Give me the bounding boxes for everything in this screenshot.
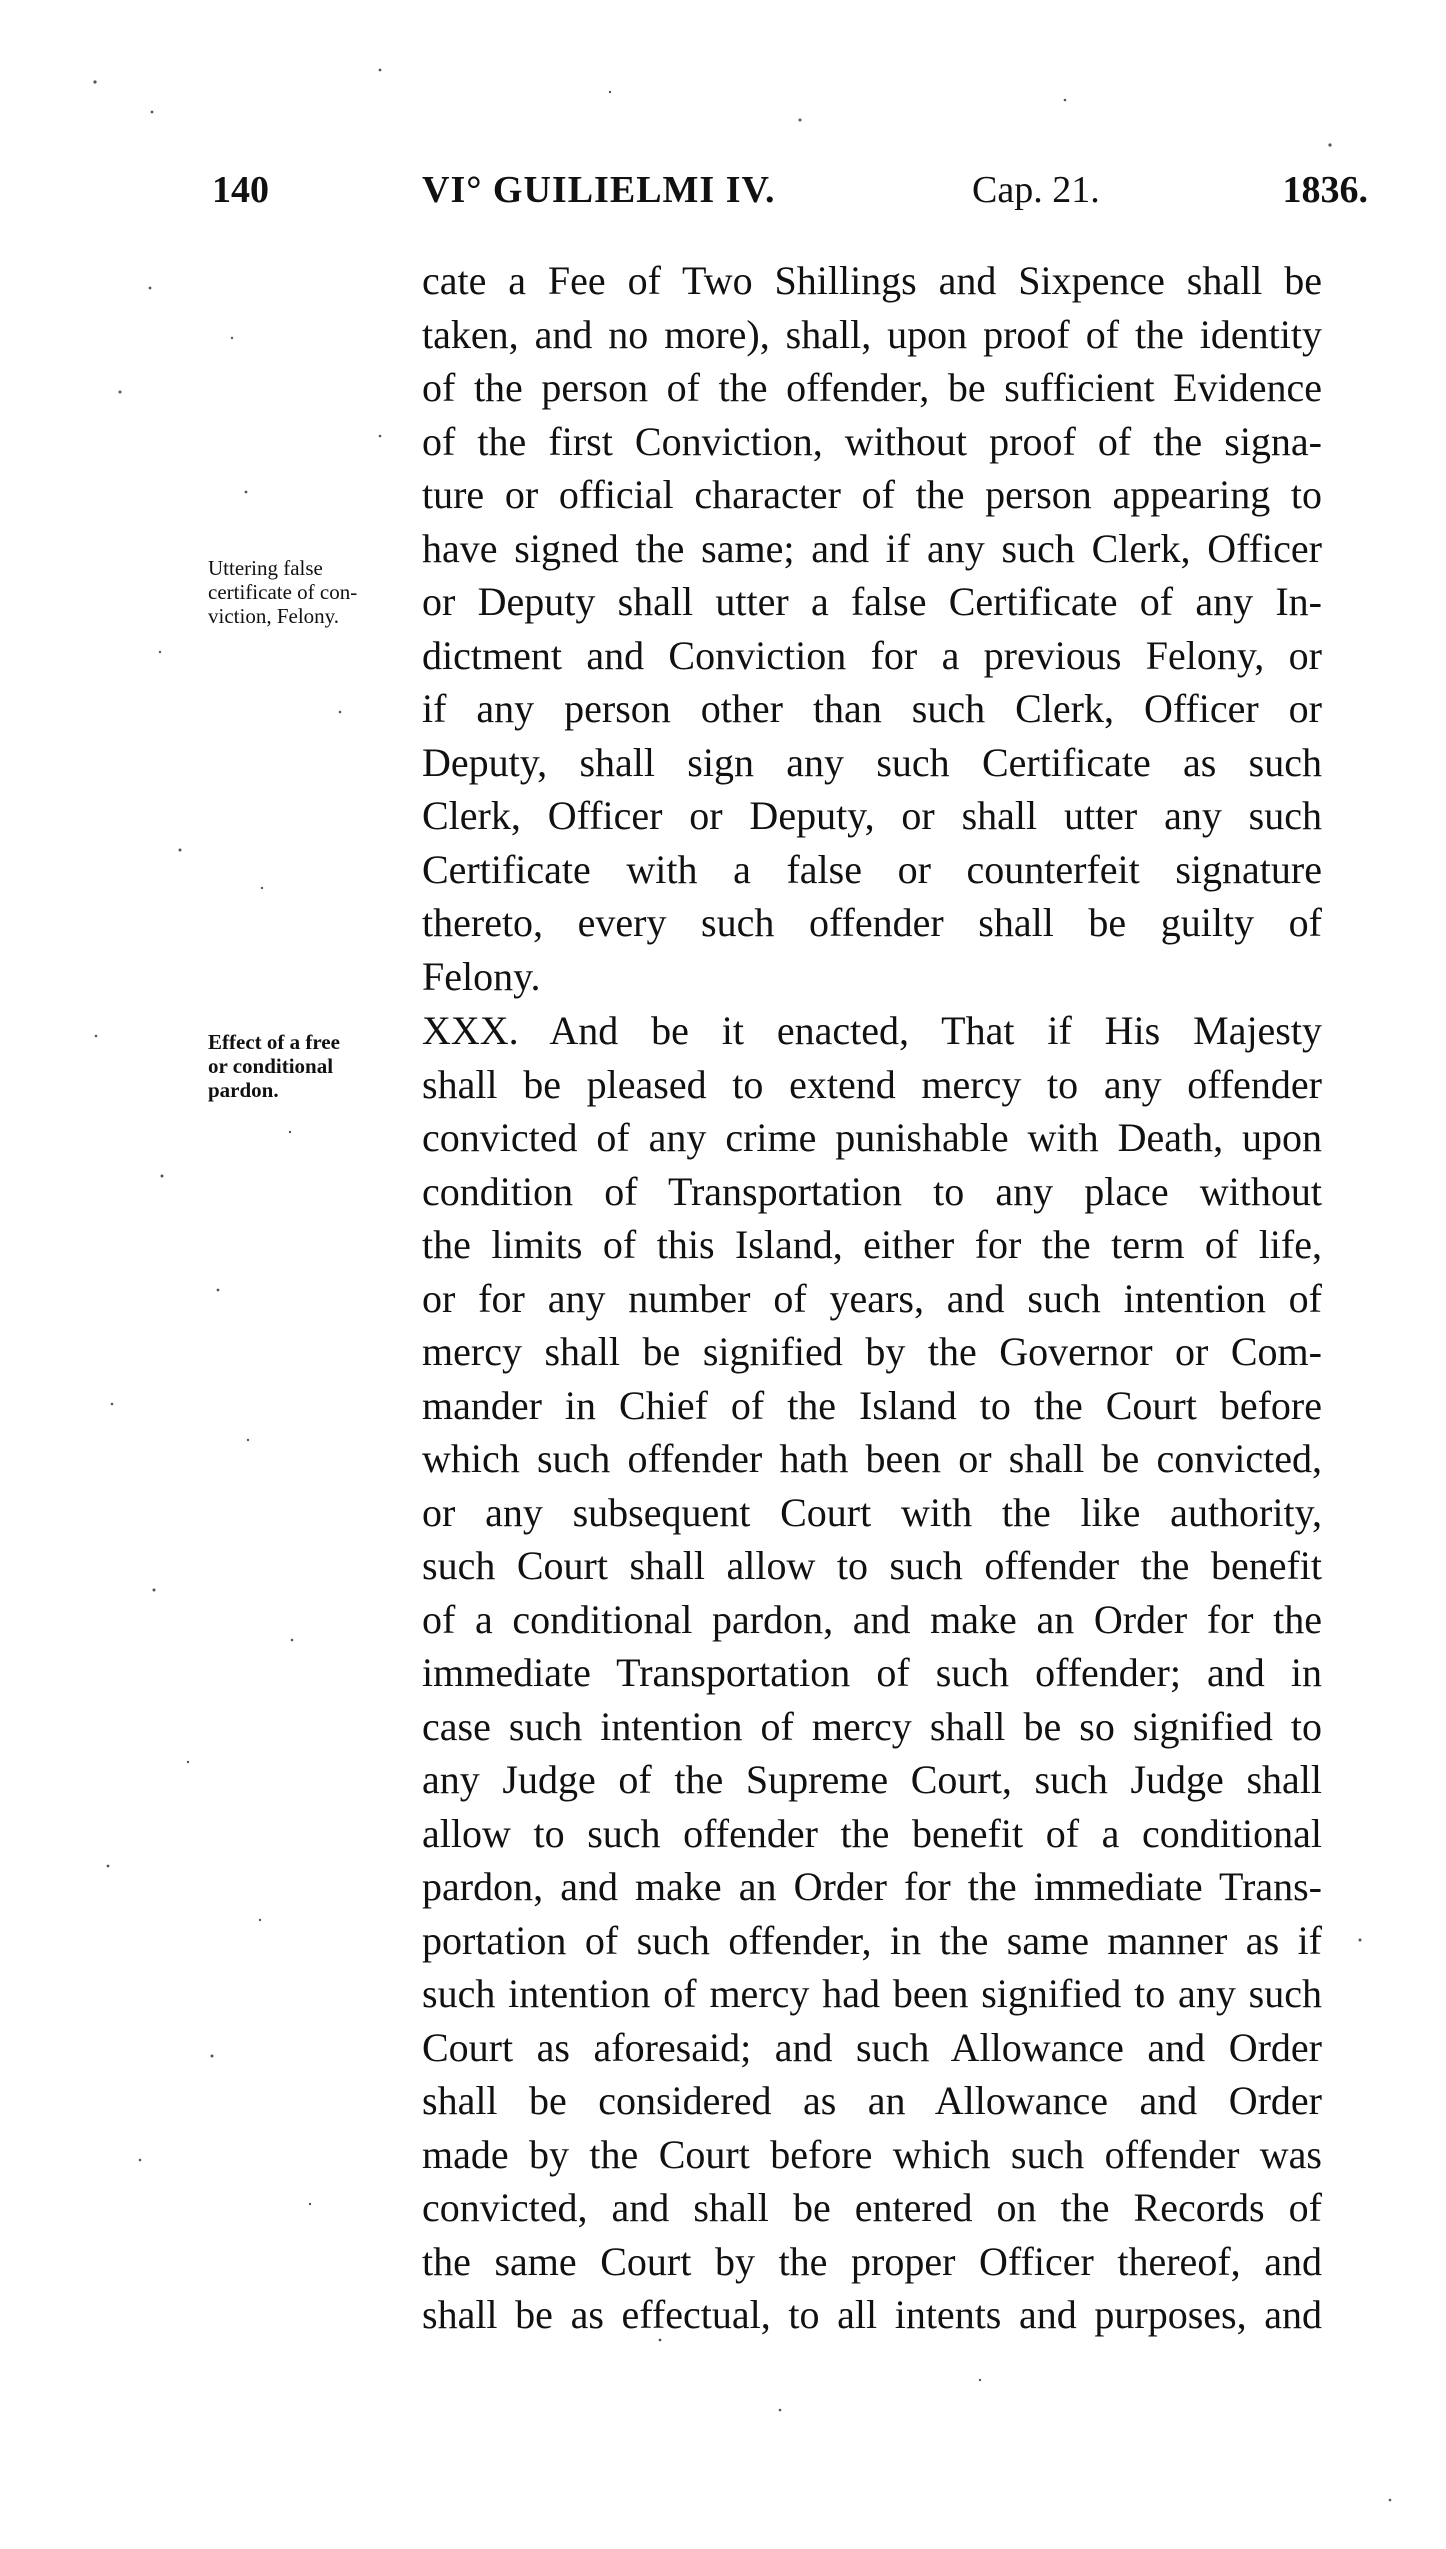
text-line: or Deputy shall utter a false Certificate of any In- xyxy=(422,579,1322,624)
text-line: made by the Court before which such offender was xyxy=(422,2131,1322,2177)
text-line: which such offender hath been or shall be convicted, xyxy=(422,1436,1322,1481)
text-line: Deputy, shall sign any such Certificate as such xyxy=(422,739,1322,785)
text-line: ture or official character of the person appearing to xyxy=(422,472,1322,517)
text-line: thereto, every such offender shall be guilty of xyxy=(422,900,1322,945)
text-line: have signed the same; and if any such Clerk, Officer xyxy=(422,525,1322,571)
text-line: dictment and Conviction for a previous Felony, or xyxy=(422,632,1322,678)
text-line: if any person other than such Clerk, Officer or xyxy=(422,686,1322,731)
reign-title: VI° GUILIELMI IV. xyxy=(422,169,776,211)
text-line: case such intention of mercy shall be so signified to xyxy=(422,1703,1322,1749)
text-line: mander in Chief of the Island to the Court before xyxy=(422,1382,1322,1428)
text-line: such Court shall allow to such offender the benefit xyxy=(422,1543,1322,1588)
text-line: Felony. xyxy=(422,953,541,999)
text-line: Court as aforesaid; and such Allowance and Order xyxy=(422,2024,1322,2070)
margin-note-line: Uttering false xyxy=(208,556,323,580)
text-line: shall be considered as an Allowance and Order xyxy=(422,2078,1322,2123)
text-line: immediate Transportation of such offender; and in xyxy=(422,1650,1322,1695)
text-line: the same Court by the proper Officer thereof, and xyxy=(422,2238,1322,2284)
text-line: such intention of mercy had been signified to any such xyxy=(422,1971,1322,2016)
text-line: or for any number of years, and such intention of xyxy=(422,1275,1322,1321)
text-line: shall be as effectual, to all intents and purposes, and xyxy=(422,2292,1322,2337)
text-line: or any subsequent Court with the like authority, xyxy=(422,1489,1322,1535)
margin-note-line: pardon. xyxy=(208,1078,279,1102)
text-line: shall be pleased to extend mercy to any offender xyxy=(422,1061,1322,1107)
text-line: any Judge of the Supreme Court, such Judge shall xyxy=(422,1757,1322,1802)
text-line: of the person of the offender, be sufficient Evidence xyxy=(422,365,1322,410)
text-line: mercy shall be signified by the Governor or Com- xyxy=(422,1329,1322,1374)
text-line: of the first Conviction, without proof of the signa- xyxy=(422,418,1322,464)
margin-note-line: certificate of con- xyxy=(208,580,358,604)
margin-note-line: or conditional xyxy=(208,1054,334,1078)
year: 1836. xyxy=(1282,169,1368,211)
text-line: Clerk, Officer or Deputy, or shall utter any such xyxy=(422,793,1322,838)
section-heading-line: XXX. And be it enacted, That if His Majesty xyxy=(422,1008,1322,1053)
page-number: 140 xyxy=(212,169,269,211)
text-line: Certificate with a false or counterfeit signature xyxy=(422,846,1322,892)
margin-note-line: Effect of a free xyxy=(208,1030,340,1054)
text-line: the limits of this Island, either for the term of life, xyxy=(422,1222,1322,1267)
chapter-number: Cap. 21. xyxy=(972,169,1100,211)
text-line: allow to such offender the benefit of a conditional xyxy=(422,1810,1322,1856)
margin-note-line: viction, Felony. xyxy=(208,604,340,628)
text-line: portation of such offender, in the same manner as if xyxy=(422,1917,1322,1963)
text-line: convicted, and shall be entered on the Records of xyxy=(422,2185,1322,2230)
text-line: of a conditional pardon, and make an Order for the xyxy=(422,1596,1322,1642)
text-line: cate a Fee of Two Shillings and Sixpence shall be xyxy=(422,258,1322,303)
text-line: taken, and no more), shall, upon proof of the identity xyxy=(422,311,1322,357)
text-line: condition of Transportation to any place without xyxy=(422,1168,1322,1214)
text-line: pardon, and make an Order for the immediate Trans- xyxy=(422,1864,1322,1909)
text-line: convicted of any crime punishable with Death, upon xyxy=(422,1115,1322,1160)
